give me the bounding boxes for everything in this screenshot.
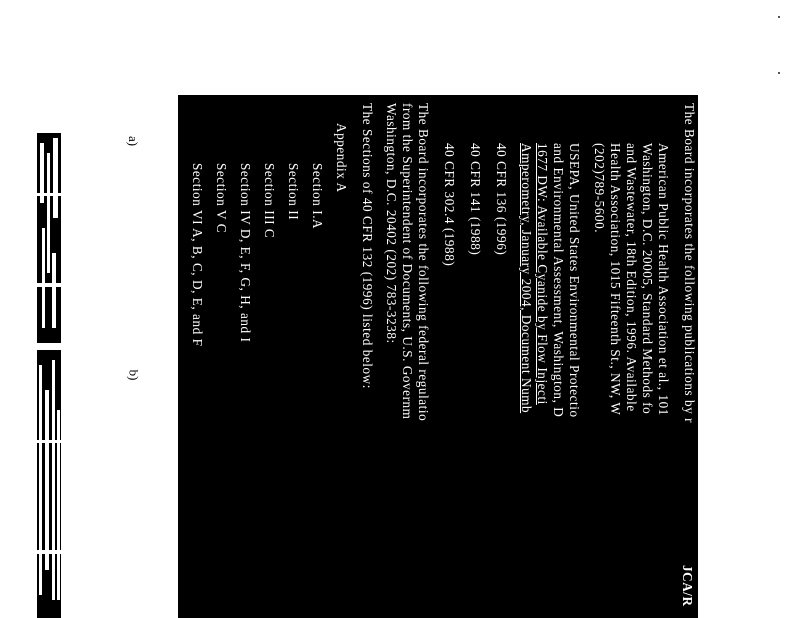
doc-section-line: Section I.A (310, 163, 325, 230)
doc-line: The Board incorporates the following publications by r (682, 103, 697, 424)
doc-line: 1677 DW: Available Cyanide by Flow Injecti (535, 143, 550, 405)
speck-1 (778, 16, 780, 18)
doc-section-line: Section XI (144, 163, 159, 226)
scanned-document-panel (144, 95, 698, 618)
doc-line: The Sections of 40 CFR 132 (1996) listed below: (360, 103, 375, 389)
doc-line: Washington, D.C. 20005, Standard Methods fo (640, 143, 655, 415)
strip-image-b (37, 350, 61, 618)
doc-line: American Public Health Association et al., 101 (656, 143, 671, 416)
doc-line: USEPA, United States Environmental Protectio (567, 143, 582, 418)
rotated-document-text (144, 95, 698, 618)
doc-section-line: Section IV D, E, F, G, H, and I (238, 163, 253, 343)
doc-line: 40 CFR 141 (1988) (468, 143, 483, 256)
doc-line: (202)789-5600. (592, 143, 607, 234)
label-a: a) (126, 135, 142, 147)
strip-image-a (37, 133, 61, 343)
doc-line: from the Superintendent of Documents, U.S. Governm (400, 103, 415, 420)
doc-line: 40 CFR 302.4 (1988) (442, 143, 457, 267)
doc-section-line: Section III C (262, 163, 277, 239)
doc-line: Amperometry, January 2004, Document Numb (519, 143, 534, 414)
speck-2 (778, 72, 780, 74)
doc-line: and Wastewater, 18th Edition, 1996. Available (624, 143, 639, 412)
doc-appendix-line: Appendix A (334, 123, 349, 193)
doc-section-line: Section VIII (166, 163, 181, 235)
doc-line: Health Association, 1015 Fifteenth St., NW, W (608, 143, 623, 416)
doc-line: The Board incorporates the following federal regulatio (416, 103, 431, 422)
doc-section-line: Section V C (214, 163, 229, 234)
doc-section-line: Section II (286, 163, 301, 221)
doc-line: Washington, D.C. 20402 (202) 783-3238: (384, 103, 399, 344)
doc-line: and Environmental Assessment, Washington, D (551, 143, 566, 418)
label-b: b) (126, 369, 142, 381)
doc-line: 40 CFR 136 (1996) (494, 143, 509, 256)
doc-header: JCA/R (680, 565, 695, 607)
doc-section-line: Section VI A, B, C, D, E, and F (190, 163, 205, 347)
